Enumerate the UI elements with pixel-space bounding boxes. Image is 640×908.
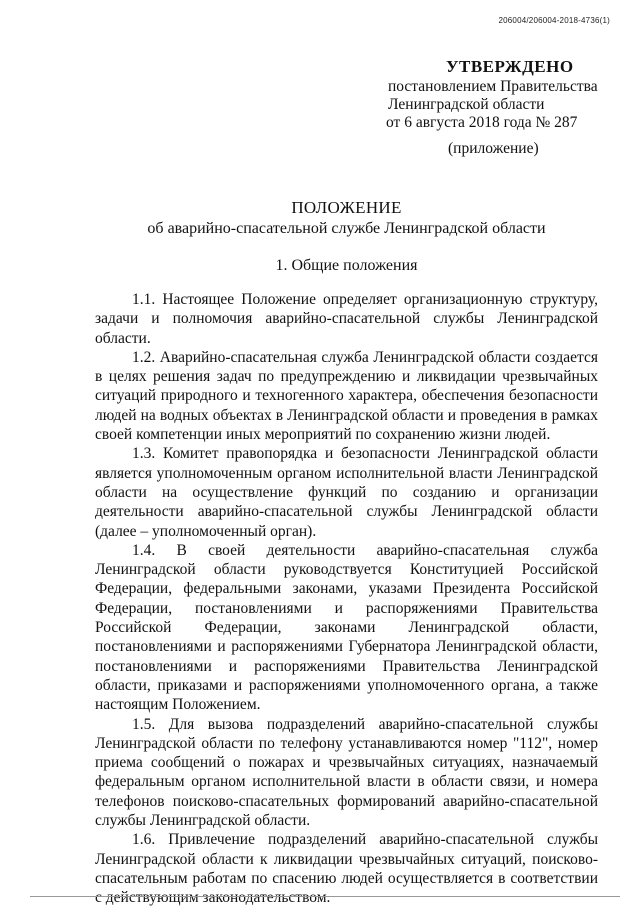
document-title: ПОЛОЖЕНИЕ (291, 198, 402, 217)
approval-date-line: от 6 августа 2018 года № 287 (386, 114, 578, 131)
approval-line-1: постановлением Правительства (388, 78, 598, 95)
approval-line-2: Ленинградской области (388, 96, 545, 113)
document-subtitle: об аварийно-спасательной службе Ленинградской области (147, 220, 546, 237)
section-body (95, 290, 598, 908)
approval-stamp-block (388, 58, 618, 158)
appendix-label: (приложение) (448, 140, 539, 157)
document-title-block (95, 198, 598, 239)
paragraph-1-1: 1.1. Настоящее Положение определяет организационную структуру, задачи и полномочия аварийно-спасательной службы Ленинградской области. (95, 291, 598, 347)
paragraph-1-4: 1.4. В своей деятельности аварийно-спасательная служба Ленинградской области руководствуется Конституцией Российской Федерации, федеральными законами, указами Президента Российской Федерации, постановлениями и распоряжениями Правительства Российской Федерации, законами Ленинградской области, постановлениями и распоряжениями Губернатора Ленинградской области, постановлениями и распоряжениями Правительства Ленинградской области, приказами и распоряжениями уполномоченного органа, а также настоящим Положением. (95, 541, 598, 714)
approved-label: УТВЕРЖДЕНО (446, 57, 574, 76)
document-code: 206004/206004-2018-4736(1) (498, 16, 610, 25)
paragraph-1-3: 1.3. Комитет правопорядка и безопасности Ленинградской области является уполномоченным органом исполнительной власти Ленинградской области на осуществление функций по созданию и организации деятельности аварийно-спасательной службы Ленинградской области (далее – уполномоченный орган). (95, 445, 598, 540)
paragraph-1-2: 1.2. Аварийно-спасательная служба Ленинградской области создается в целях решения задач по предупреждению и ликвидации чрезвычайных ситуаций природного и техногенного характера, обеспечения безопасности людей на водных объектах в Ленинградской области и проведения в рамках своей компетенции иных мероприятий по сохранению жизни людей. (95, 348, 598, 444)
scan-bottom-edge (30, 896, 620, 897)
section-heading: 1. Общие положения (275, 257, 418, 274)
paragraph-1-5: 1.5. Для вызова подразделений аварийно-спасательной службы Ленинградской области по телефону устанавливаются номер "112", номер приема сообщений о пожарах и чрезвычайных ситуациях, назначаемый федеральным органом исполнительной власти в области связи, и номера телефонов поисково-спасательных формирований аварийно-спасательной службы Ленинградской области. (95, 715, 598, 830)
paragraph-1-6: 1.6. Привлечение подразделений аварийно-спасательной службы Ленинградской области к ликвидации чрезвычайных ситуаций, поисково-спасательным работам по спасению людей осуществляется в соответствии с действующим законодательством. (95, 831, 598, 907)
